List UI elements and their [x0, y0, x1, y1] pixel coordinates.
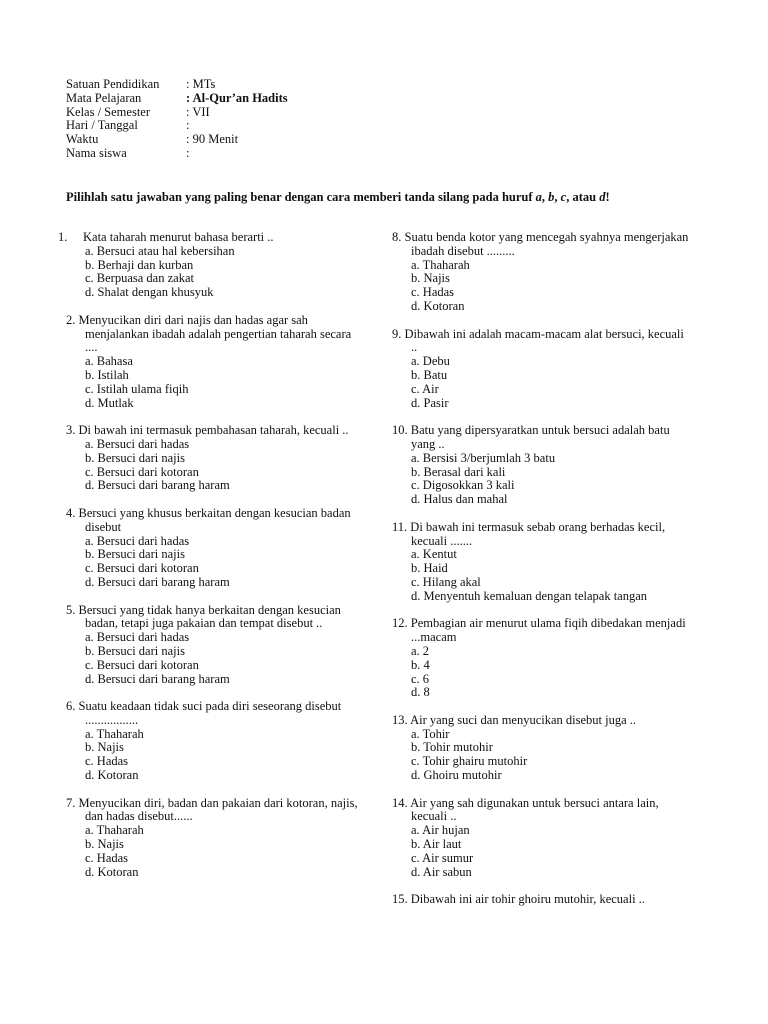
answer-option[interactable]: d. Halus dan mahal	[411, 492, 508, 507]
header-label: Waktu	[66, 132, 99, 147]
header-label: Satuan Pendidikan	[66, 77, 160, 91]
answer-option[interactable]: c. Digosokkan 3 kali	[411, 478, 515, 493]
question-number: 15.	[392, 892, 408, 907]
question-body: Batu yang dipersyaratkan untuk bersuci adalah batu yang ..	[410, 423, 670, 451]
question-body: Air yang suci dan menyucikan disebut juga ..	[410, 712, 637, 727]
header-value: : 90 Menit	[186, 132, 239, 147]
answer-option[interactable]: b. Tohir mutohir	[411, 740, 493, 755]
answer-option[interactable]: d. Pasir	[411, 395, 449, 410]
question-item	[58, 314, 358, 411]
question-number: 6.	[66, 699, 76, 714]
answer-option[interactable]: c. Bersuci dari kotoran	[85, 561, 199, 576]
question-text	[58, 700, 358, 728]
answer-option[interactable]: a. Thaharah	[85, 823, 144, 838]
answer-option[interactable]: d. Menyentuh kemaluan dengan telapak tangan	[411, 588, 648, 603]
question-body: Di bawah ini termasuk sebab orang berhadas kecil, kecuali .......	[410, 519, 666, 548]
question-text	[384, 521, 692, 549]
answer-option[interactable]: b. Berasal dari kali	[411, 464, 506, 479]
question-item	[384, 797, 692, 880]
question-item	[58, 700, 358, 783]
question-item	[384, 714, 692, 783]
answer-option[interactable]: d. Mutlak	[85, 395, 134, 410]
answer-option[interactable]: d. Kotoran	[85, 864, 139, 879]
question-text	[384, 231, 692, 259]
header-value: : VII	[186, 104, 210, 119]
answer-option[interactable]: a. Bahasa	[85, 354, 133, 369]
question-text	[58, 507, 358, 535]
question-item	[384, 617, 692, 700]
answer-option[interactable]: c. Air sumur	[411, 850, 474, 865]
answer-option[interactable]: a. Debu	[411, 354, 450, 369]
question-body: Suatu benda kotor yang mencegah syahnya mengerjakan ibadah disebut .........	[404, 230, 689, 258]
header-value: : MTs	[186, 77, 216, 91]
answer-option[interactable]: d. Air sabun	[411, 864, 472, 879]
answer-option[interactable]: c. Hilang akal	[411, 574, 481, 589]
answer-option[interactable]: c. Berpuasa dan zakat	[85, 271, 194, 286]
question-item	[384, 521, 692, 604]
question-number: 13.	[392, 712, 408, 727]
answer-option[interactable]: a. Air hujan	[411, 823, 470, 838]
header-row	[66, 92, 288, 106]
question-number: 4.	[66, 505, 76, 520]
question-text	[384, 617, 692, 645]
answer-option[interactable]: b. Bersuci dari najis	[85, 643, 185, 658]
question-number: 9.	[392, 326, 402, 341]
answer-option[interactable]: a. Bersuci dari hadas	[85, 533, 190, 548]
answer-option[interactable]: d. Kotoran	[411, 298, 465, 313]
answer-option[interactable]: b. Najis	[85, 740, 124, 755]
question-text	[384, 714, 692, 728]
header-label: Mata Pelajaran	[66, 90, 142, 105]
question-text	[58, 797, 358, 825]
header-row	[66, 119, 288, 133]
answer-option[interactable]: d. Shalat dengan khusyuk	[85, 285, 214, 300]
answer-option[interactable]: b. Bersuci dari najis	[85, 450, 185, 465]
question-number: 1.	[58, 230, 68, 244]
answer-option[interactable]: b. Najis	[85, 837, 124, 852]
answer-option[interactable]: a. 2	[411, 643, 430, 658]
question-text	[384, 797, 692, 825]
answer-option[interactable]: d. Bersuci dari barang haram	[85, 671, 230, 686]
questions-right-column	[384, 231, 692, 921]
question-item	[384, 231, 692, 314]
header-row	[66, 147, 288, 161]
question-number: 12.	[392, 616, 408, 631]
question-body: Dibawah ini adalah macam-macam alat bersuci, kecuali ..	[404, 326, 684, 355]
question-body: Bersuci yang tidak hanya berkaitan dengan kesucian badan, tetapi juga pakaian dan tempat disebut ..	[78, 602, 341, 631]
header-value: :	[186, 145, 190, 160]
question-item	[58, 507, 358, 590]
answer-option[interactable]: b. Haid	[411, 561, 448, 576]
answer-option[interactable]: c. Hadas	[85, 850, 129, 865]
question-number: 5.	[66, 602, 76, 617]
answer-option[interactable]: a. Thaharah	[85, 726, 144, 741]
question-body: Menyucikan diri, badan dan pakaian dari kotoran, najis, dan hadas disebut......	[78, 795, 358, 824]
answer-option[interactable]: d. Ghoiru mutohir	[411, 768, 502, 783]
question-number: 10.	[392, 423, 408, 438]
question-item	[58, 604, 358, 687]
answer-option[interactable]: d. Kotoran	[85, 768, 139, 783]
answer-option[interactable]: b. 4	[411, 657, 430, 672]
instruction-text: Pilihlah satu jawaban yang paling benar dengan cara memberi tanda silang pada huruf a, b, c, atau d!	[66, 190, 610, 204]
question-item	[384, 893, 692, 907]
question-text	[58, 604, 358, 632]
answer-option[interactable]: b. Air laut	[411, 837, 462, 852]
answer-option[interactable]: c. Bersuci dari kotoran	[85, 657, 199, 672]
question-item	[58, 797, 358, 880]
header-value: :	[186, 118, 190, 133]
answer-option[interactable]: c. Bersuci dari kotoran	[85, 464, 199, 479]
question-item	[58, 231, 358, 300]
question-body: Menyucikan diri dari najis dan hadas agar sah menjalankan ibadah adalah pengertian taharah secara ....	[78, 312, 352, 355]
question-number: 7.	[66, 795, 76, 810]
header-row	[66, 106, 288, 120]
question-text	[384, 893, 692, 907]
answer-option[interactable]: c. Air	[411, 381, 439, 396]
answer-option[interactable]: c. Hadas	[85, 754, 129, 769]
question-body: Pembagian air menurut ulama fiqih dibedakan menjadi ...macam	[410, 616, 686, 645]
question-number: 14.	[392, 795, 408, 810]
question-item	[58, 424, 358, 493]
answer-option[interactable]: a. Bersuci atau hal kebersihan	[85, 243, 235, 258]
question-number: 11.	[392, 519, 408, 534]
header-label: Hari / Tanggal	[66, 118, 138, 133]
answer-option[interactable]: c. Hadas	[411, 285, 455, 300]
answer-option[interactable]: b. Berhaji dan kurban	[85, 257, 194, 272]
question-body: Bersuci yang khusus berkaitan dengan kesucian badan disebut	[78, 505, 351, 534]
header-value: : Al-Qur’an Hadits	[186, 90, 288, 105]
question-text	[384, 424, 692, 452]
answer-option[interactable]: a. Thaharah	[411, 257, 470, 272]
header-row	[66, 78, 288, 92]
question-number: 2.	[66, 312, 76, 327]
header-label: Kelas / Semester	[66, 104, 151, 119]
answer-option[interactable]: a. Kentut	[411, 547, 457, 562]
question-body: Di bawah ini termasuk pembahasan taharah, kecuali ..	[78, 423, 349, 438]
question-text	[58, 424, 358, 438]
answer-option[interactable]: b. Bersuci dari najis	[85, 547, 185, 562]
header-row	[66, 133, 288, 147]
answer-option[interactable]: d. 8	[411, 685, 430, 700]
question-body: Air yang sah digunakan untuk bersuci antara lain, kecuali ..	[410, 795, 659, 824]
question-item	[384, 424, 692, 507]
questions-left-column	[58, 231, 358, 893]
answer-option[interactable]: c. Istilah ulama fiqih	[85, 381, 189, 396]
question-body: Dibawah ini air tohir ghoiru mutohir, kecuali ..	[410, 892, 645, 907]
answer-option[interactable]: b. Istilah	[85, 367, 129, 382]
header-label: Nama siswa	[66, 145, 127, 160]
question-number: 8.	[392, 230, 402, 244]
answer-option[interactable]: d. Bersuci dari barang haram	[85, 478, 230, 493]
answer-option[interactable]: c. 6	[411, 671, 430, 686]
answer-option[interactable]: b. Najis	[411, 271, 450, 286]
answer-option[interactable]: a. Bersuci dari hadas	[85, 436, 190, 451]
question-item	[384, 328, 692, 411]
answer-option[interactable]: a. Bersisi 3/berjumlah 3 batu	[411, 450, 556, 465]
question-body: Suatu keadaan tidak suci pada diri seseorang disebut .................	[78, 699, 342, 727]
answer-option[interactable]: a. Bersuci dari hadas	[85, 630, 190, 645]
answer-option[interactable]: c. Tohir ghairu mutohir	[411, 754, 528, 769]
question-text	[384, 328, 692, 356]
answer-option[interactable]: b. Batu	[411, 367, 448, 382]
answer-option[interactable]: d. Bersuci dari barang haram	[85, 574, 230, 589]
answer-option[interactable]: a. Tohir	[411, 726, 450, 741]
exam-header	[66, 78, 288, 161]
question-text	[58, 231, 358, 245]
question-text	[58, 314, 358, 355]
question-body: Kata taharah menurut bahasa berarti ..	[83, 230, 274, 244]
question-number: 3.	[66, 423, 76, 438]
